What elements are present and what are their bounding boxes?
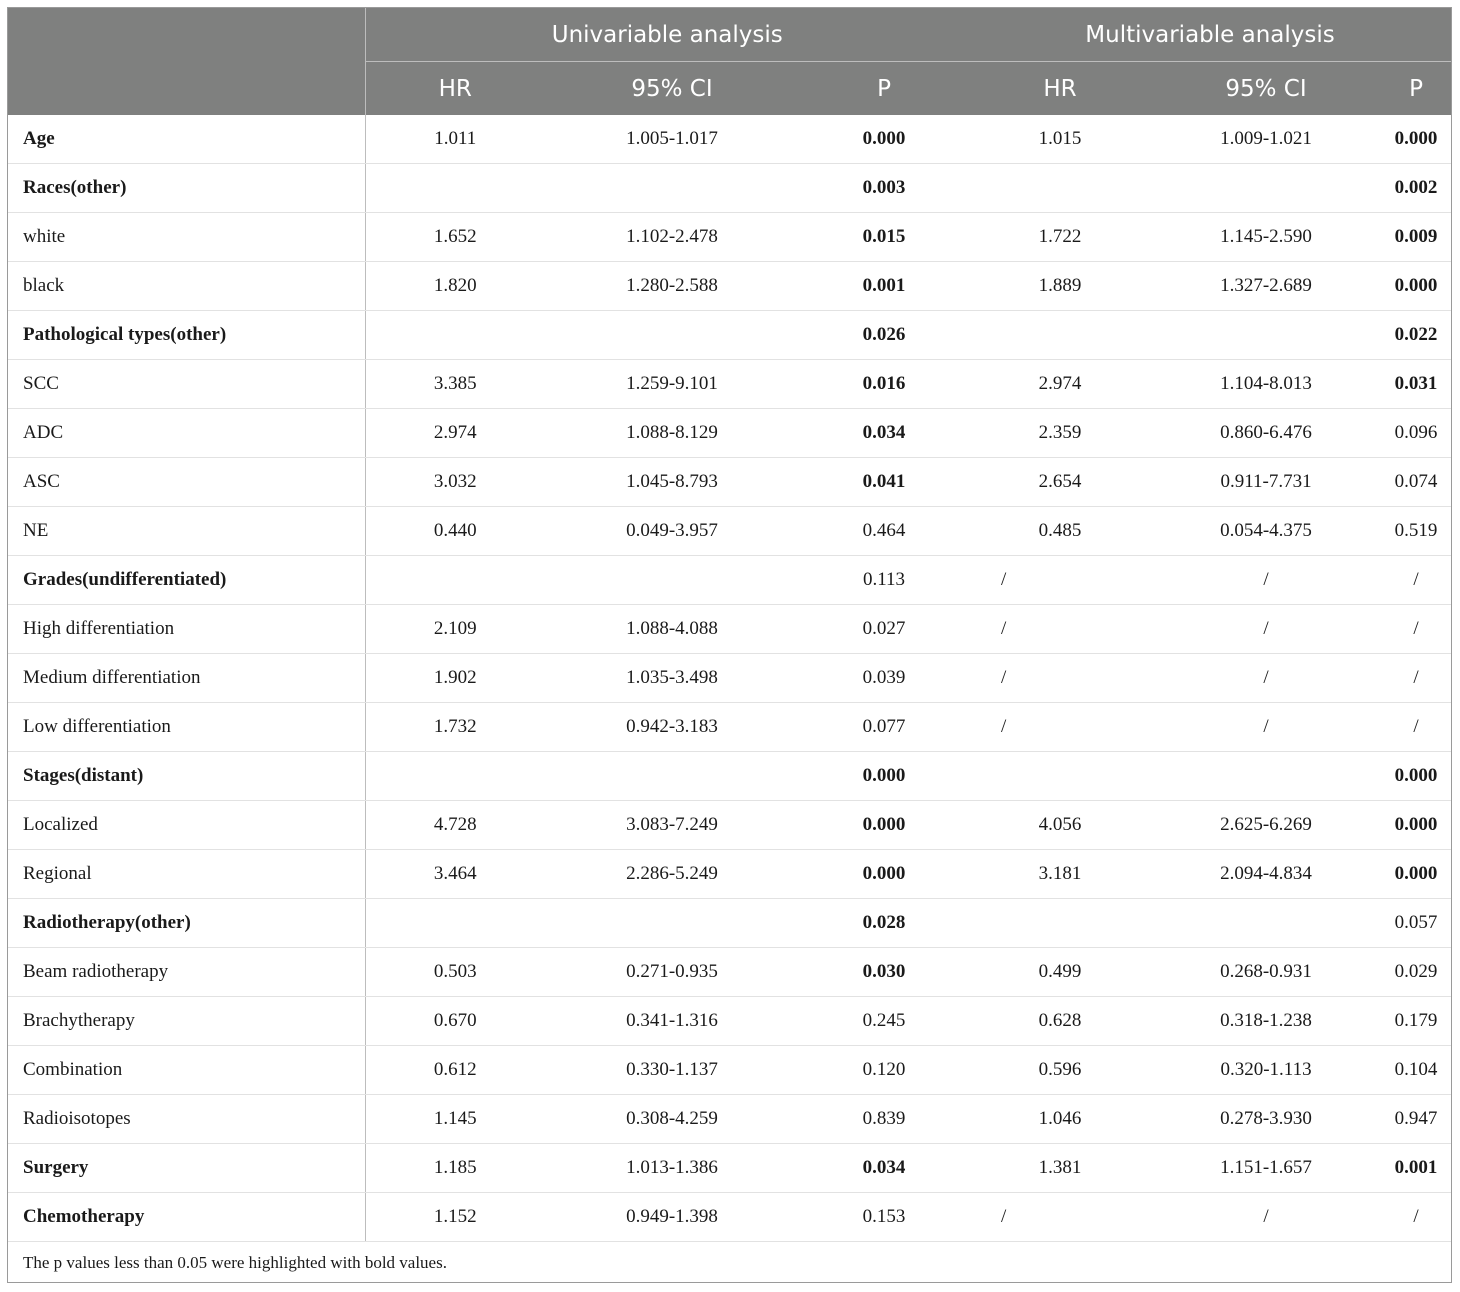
row-label: ASC bbox=[8, 458, 365, 507]
results-table-frame bbox=[7, 7, 1452, 1283]
cell-m-ci: / bbox=[1151, 654, 1381, 703]
cell-m-ci bbox=[1151, 311, 1381, 360]
table-row bbox=[8, 703, 1451, 752]
cell-u-ci: 1.259-9.101 bbox=[545, 360, 799, 409]
cell-m-ci: 1.151-1.657 bbox=[1151, 1144, 1381, 1193]
cell-m-hr: 0.596 bbox=[969, 1046, 1151, 1095]
cell-u-hr: 1.145 bbox=[365, 1095, 545, 1144]
cell-m-hr: 1.722 bbox=[969, 213, 1151, 262]
cell-m-p: / bbox=[1381, 556, 1451, 605]
cell-m-p: 0.057 bbox=[1381, 899, 1451, 948]
cell-m-p: 0.000 bbox=[1381, 262, 1451, 311]
row-label: Brachytherapy bbox=[8, 997, 365, 1046]
cell-u-p: 0.113 bbox=[799, 556, 969, 605]
row-label: Radioisotopes bbox=[8, 1095, 365, 1144]
cell-u-hr: 3.464 bbox=[365, 850, 545, 899]
cell-m-ci: 0.054-4.375 bbox=[1151, 507, 1381, 556]
cell-u-hr: 1.652 bbox=[365, 213, 545, 262]
cell-m-p: 0.000 bbox=[1381, 850, 1451, 899]
cell-m-p: 0.000 bbox=[1381, 752, 1451, 801]
row-label: Combination bbox=[8, 1046, 365, 1095]
cell-m-ci bbox=[1151, 752, 1381, 801]
cell-u-hr: 1.732 bbox=[365, 703, 545, 752]
table-row bbox=[8, 899, 1451, 948]
cell-m-hr: / bbox=[969, 1193, 1151, 1242]
cell-m-ci: 0.268-0.931 bbox=[1151, 948, 1381, 997]
table-footnote: The p values less than 0.05 were highlighted with bold values. bbox=[23, 1253, 447, 1272]
cell-m-hr: 2.359 bbox=[969, 409, 1151, 458]
cell-u-p: 0.153 bbox=[799, 1193, 969, 1242]
cell-u-ci: 0.942-3.183 bbox=[545, 703, 799, 752]
cell-u-hr: 2.109 bbox=[365, 605, 545, 654]
cell-u-ci: 0.049-3.957 bbox=[545, 507, 799, 556]
table-row bbox=[8, 997, 1451, 1046]
table-row bbox=[8, 1046, 1451, 1095]
table-header bbox=[8, 8, 1451, 115]
cell-m-ci: 0.278-3.930 bbox=[1151, 1095, 1381, 1144]
header-col-m-ci: 95% CI bbox=[1151, 62, 1381, 116]
cell-m-ci bbox=[1151, 164, 1381, 213]
header-univariable: Univariable analysis bbox=[365, 8, 969, 62]
cell-u-p: 0.034 bbox=[799, 1144, 969, 1193]
cell-u-ci: 3.083-7.249 bbox=[545, 801, 799, 850]
cell-m-p: 0.031 bbox=[1381, 360, 1451, 409]
cell-m-hr: 0.485 bbox=[969, 507, 1151, 556]
row-label: ADC bbox=[8, 409, 365, 458]
cell-u-p: 0.003 bbox=[799, 164, 969, 213]
cell-u-hr: 0.612 bbox=[365, 1046, 545, 1095]
cell-m-p: / bbox=[1381, 654, 1451, 703]
row-label: Localized bbox=[8, 801, 365, 850]
cell-m-hr: 1.046 bbox=[969, 1095, 1151, 1144]
table-row bbox=[8, 556, 1451, 605]
cell-m-hr: / bbox=[969, 556, 1151, 605]
cell-u-ci bbox=[545, 899, 799, 948]
cell-u-hr: 1.011 bbox=[365, 115, 545, 164]
cell-u-ci: 0.308-4.259 bbox=[545, 1095, 799, 1144]
row-label: NE bbox=[8, 507, 365, 556]
cell-u-p: 0.034 bbox=[799, 409, 969, 458]
cell-m-p: / bbox=[1381, 1193, 1451, 1242]
cell-m-p: 0.009 bbox=[1381, 213, 1451, 262]
row-label: High differentiation bbox=[8, 605, 365, 654]
cell-m-hr bbox=[969, 311, 1151, 360]
cell-u-p: 0.839 bbox=[799, 1095, 969, 1144]
cell-u-hr bbox=[365, 752, 545, 801]
cell-u-p: 0.030 bbox=[799, 948, 969, 997]
cell-m-p: 0.002 bbox=[1381, 164, 1451, 213]
cell-m-hr bbox=[969, 164, 1151, 213]
cell-m-p: 0.179 bbox=[1381, 997, 1451, 1046]
cell-m-ci: 0.911-7.731 bbox=[1151, 458, 1381, 507]
cell-m-ci: 0.860-6.476 bbox=[1151, 409, 1381, 458]
row-label: Races(other) bbox=[8, 164, 365, 213]
table-row bbox=[8, 1095, 1451, 1144]
cell-m-ci: / bbox=[1151, 556, 1381, 605]
cell-u-ci: 1.035-3.498 bbox=[545, 654, 799, 703]
header-col-m-p: P bbox=[1381, 62, 1451, 116]
cell-u-hr: 4.728 bbox=[365, 801, 545, 850]
cell-m-hr: 1.381 bbox=[969, 1144, 1151, 1193]
cell-u-hr bbox=[365, 556, 545, 605]
cell-m-ci: 1.327-2.689 bbox=[1151, 262, 1381, 311]
cell-m-p: 0.074 bbox=[1381, 458, 1451, 507]
cell-u-ci: 1.013-1.386 bbox=[545, 1144, 799, 1193]
cell-m-ci: 2.094-4.834 bbox=[1151, 850, 1381, 899]
cell-m-p: 0.947 bbox=[1381, 1095, 1451, 1144]
cell-m-ci: 1.009-1.021 bbox=[1151, 115, 1381, 164]
cell-u-p: 0.245 bbox=[799, 997, 969, 1046]
table-row bbox=[8, 948, 1451, 997]
cell-m-hr: 1.015 bbox=[969, 115, 1151, 164]
table-row bbox=[8, 262, 1451, 311]
cell-u-hr: 3.032 bbox=[365, 458, 545, 507]
cell-u-ci bbox=[545, 556, 799, 605]
cell-m-hr: 2.654 bbox=[969, 458, 1151, 507]
table-row bbox=[8, 752, 1451, 801]
row-label: Low differentiation bbox=[8, 703, 365, 752]
cell-m-hr bbox=[969, 752, 1151, 801]
cell-u-hr: 1.820 bbox=[365, 262, 545, 311]
cell-m-ci: / bbox=[1151, 703, 1381, 752]
cell-u-ci: 1.280-2.588 bbox=[545, 262, 799, 311]
cell-u-hr: 3.385 bbox=[365, 360, 545, 409]
cell-u-p: 0.077 bbox=[799, 703, 969, 752]
header-blank-cell bbox=[8, 8, 365, 115]
cell-u-p: 0.027 bbox=[799, 605, 969, 654]
cell-m-p: 0.519 bbox=[1381, 507, 1451, 556]
table-row bbox=[8, 654, 1451, 703]
cell-m-hr: / bbox=[969, 605, 1151, 654]
row-label: black bbox=[8, 262, 365, 311]
row-label: white bbox=[8, 213, 365, 262]
cell-u-hr bbox=[365, 164, 545, 213]
cell-m-ci: / bbox=[1151, 605, 1381, 654]
row-label: Surgery bbox=[8, 1144, 365, 1193]
table-row bbox=[8, 360, 1451, 409]
cell-m-p: 0.001 bbox=[1381, 1144, 1451, 1193]
row-label: Stages(distant) bbox=[8, 752, 365, 801]
cell-u-ci: 1.005-1.017 bbox=[545, 115, 799, 164]
header-col-u-ci: 95% CI bbox=[545, 62, 799, 116]
table-row bbox=[8, 213, 1451, 262]
cell-u-p: 0.000 bbox=[799, 801, 969, 850]
cell-m-hr: 1.889 bbox=[969, 262, 1151, 311]
cell-m-ci: 2.625-6.269 bbox=[1151, 801, 1381, 850]
cell-m-hr: 4.056 bbox=[969, 801, 1151, 850]
cell-m-ci: / bbox=[1151, 1193, 1381, 1242]
table-row bbox=[8, 1144, 1451, 1193]
table-row bbox=[8, 115, 1451, 164]
cell-u-hr: 0.670 bbox=[365, 997, 545, 1046]
cell-u-hr: 2.974 bbox=[365, 409, 545, 458]
cell-u-hr: 0.503 bbox=[365, 948, 545, 997]
cell-u-ci bbox=[545, 164, 799, 213]
cell-u-p: 0.000 bbox=[799, 115, 969, 164]
cell-m-ci: 0.320-1.113 bbox=[1151, 1046, 1381, 1095]
cell-u-ci: 0.330-1.137 bbox=[545, 1046, 799, 1095]
cell-m-ci: 1.145-2.590 bbox=[1151, 213, 1381, 262]
cell-m-hr: 0.628 bbox=[969, 997, 1151, 1046]
cell-m-ci bbox=[1151, 899, 1381, 948]
cell-u-ci bbox=[545, 752, 799, 801]
regression-table bbox=[8, 8, 1451, 1242]
cell-u-p: 0.000 bbox=[799, 752, 969, 801]
cell-m-hr: / bbox=[969, 654, 1151, 703]
cell-m-hr bbox=[969, 899, 1151, 948]
row-label: SCC bbox=[8, 360, 365, 409]
cell-u-hr bbox=[365, 311, 545, 360]
row-label: Medium differentiation bbox=[8, 654, 365, 703]
cell-u-p: 0.041 bbox=[799, 458, 969, 507]
cell-u-hr: 0.440 bbox=[365, 507, 545, 556]
cell-u-p: 0.001 bbox=[799, 262, 969, 311]
cell-m-p: 0.022 bbox=[1381, 311, 1451, 360]
cell-m-p: / bbox=[1381, 703, 1451, 752]
cell-u-p: 0.464 bbox=[799, 507, 969, 556]
table-row bbox=[8, 458, 1451, 507]
cell-u-ci: 1.102-2.478 bbox=[545, 213, 799, 262]
cell-u-ci: 1.045-8.793 bbox=[545, 458, 799, 507]
cell-u-p: 0.000 bbox=[799, 850, 969, 899]
cell-u-ci: 0.949-1.398 bbox=[545, 1193, 799, 1242]
cell-m-hr: 0.499 bbox=[969, 948, 1151, 997]
cell-u-p: 0.028 bbox=[799, 899, 969, 948]
cell-u-p: 0.120 bbox=[799, 1046, 969, 1095]
header-col-m-hr: HR bbox=[969, 62, 1151, 116]
header-multivariable: Multivariable analysis bbox=[969, 8, 1451, 62]
cell-u-ci: 1.088-4.088 bbox=[545, 605, 799, 654]
row-label: Grades(undifferentiated) bbox=[8, 556, 365, 605]
cell-u-hr: 1.152 bbox=[365, 1193, 545, 1242]
table-body bbox=[8, 115, 1451, 1242]
cell-m-p: 0.000 bbox=[1381, 115, 1451, 164]
header-col-u-hr: HR bbox=[365, 62, 545, 116]
cell-m-ci: 1.104-8.013 bbox=[1151, 360, 1381, 409]
cell-m-hr: 3.181 bbox=[969, 850, 1151, 899]
table-row bbox=[8, 605, 1451, 654]
row-label: Chemotherapy bbox=[8, 1193, 365, 1242]
row-label: Regional bbox=[8, 850, 365, 899]
cell-u-hr bbox=[365, 899, 545, 948]
cell-m-ci: 0.318-1.238 bbox=[1151, 997, 1381, 1046]
cell-u-p: 0.016 bbox=[799, 360, 969, 409]
cell-m-hr: 2.974 bbox=[969, 360, 1151, 409]
row-label: Pathological types(other) bbox=[8, 311, 365, 360]
table-row bbox=[8, 409, 1451, 458]
cell-m-p: / bbox=[1381, 605, 1451, 654]
table-row bbox=[8, 507, 1451, 556]
cell-u-ci: 2.286-5.249 bbox=[545, 850, 799, 899]
cell-u-p: 0.026 bbox=[799, 311, 969, 360]
cell-u-ci: 0.271-0.935 bbox=[545, 948, 799, 997]
cell-u-p: 0.015 bbox=[799, 213, 969, 262]
table-row bbox=[8, 1193, 1451, 1242]
cell-m-p: 0.029 bbox=[1381, 948, 1451, 997]
table-row bbox=[8, 850, 1451, 899]
cell-u-p: 0.039 bbox=[799, 654, 969, 703]
cell-u-ci: 0.341-1.316 bbox=[545, 997, 799, 1046]
cell-u-hr: 1.902 bbox=[365, 654, 545, 703]
row-label: Radiotherapy(other) bbox=[8, 899, 365, 948]
cell-m-p: 0.000 bbox=[1381, 801, 1451, 850]
cell-m-p: 0.104 bbox=[1381, 1046, 1451, 1095]
table-row bbox=[8, 164, 1451, 213]
table-row bbox=[8, 311, 1451, 360]
row-label: Age bbox=[8, 115, 365, 164]
cell-u-ci: 1.088-8.129 bbox=[545, 409, 799, 458]
table-row bbox=[8, 801, 1451, 850]
row-label: Beam radiotherapy bbox=[8, 948, 365, 997]
header-col-u-p: P bbox=[799, 62, 969, 116]
cell-u-hr: 1.185 bbox=[365, 1144, 545, 1193]
cell-m-hr: / bbox=[969, 703, 1151, 752]
cell-m-p: 0.096 bbox=[1381, 409, 1451, 458]
cell-u-ci bbox=[545, 311, 799, 360]
